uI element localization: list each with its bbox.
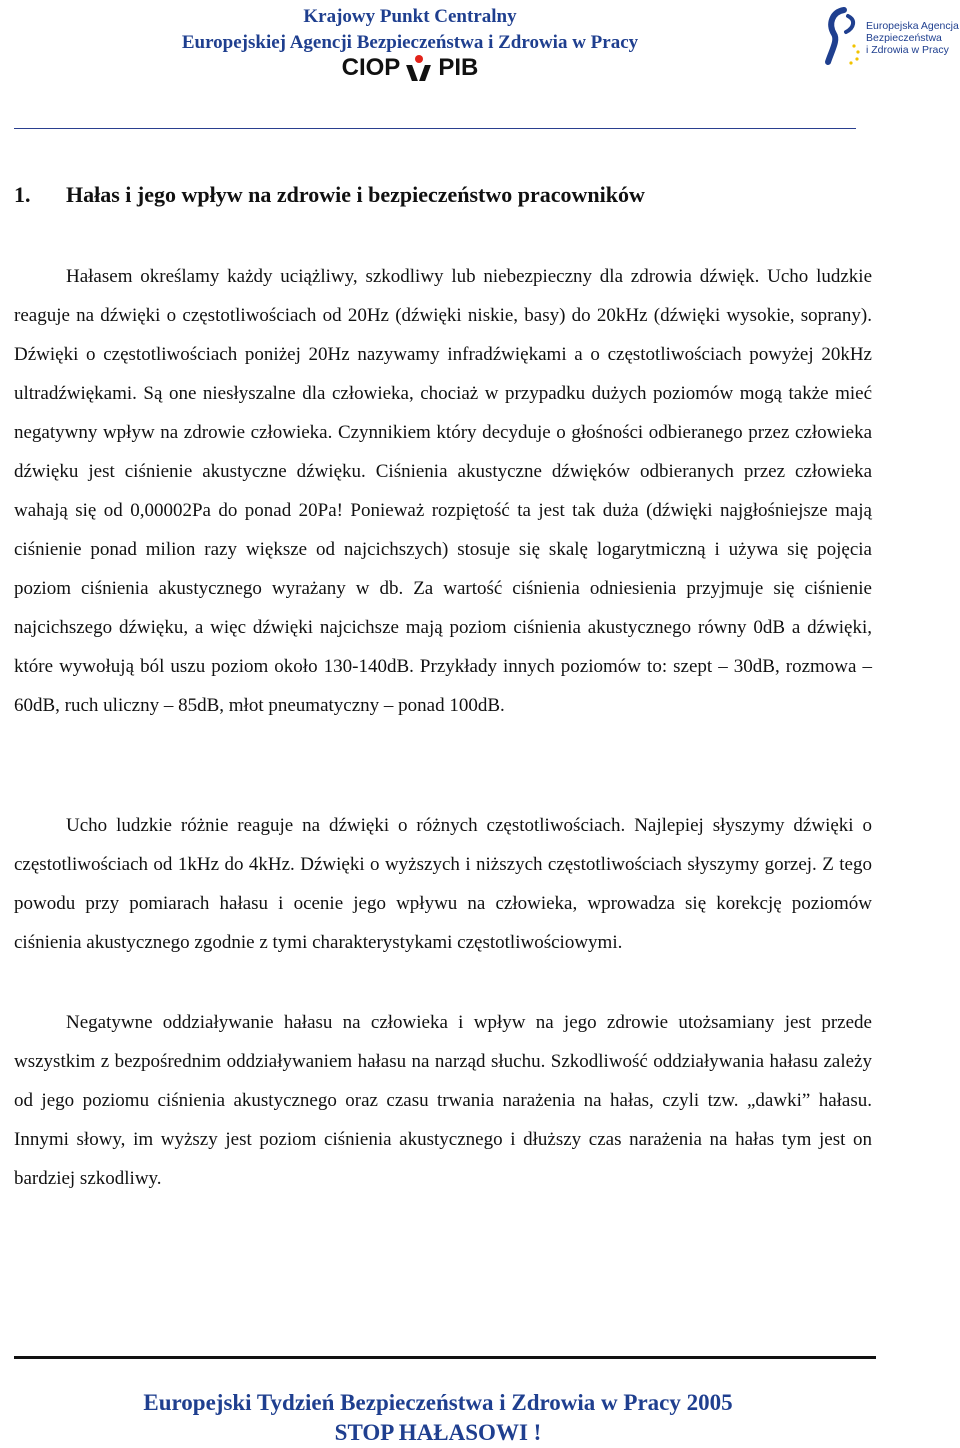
body-paragraph: Hałasem określamy każdy uciążliwy, szkodliwy lub niebezpieczny dla zdrowia dźwięk. Ucho ludzkie reaguje na dźwięki o częstotliwościach od 20Hz (dźwięki niskie, basy) do 20kHz (dźwięki wysokie, soprany). Dźwięki o częstotliwościach poniżej 20Hz nazywamy infradźwiękami a o częstotliwościach powyżej 20kHz ultradźwiękami. Są one niesłyszalne dla człowieka, chociaż w przypadku dużych poziomów mogą także mieć negatywny wpływ na zdrowie człowieka. Czynnikiem który decyduje o głośności odbieranego przez człowieka dźwięku jest ciśnienie akustyczne dźwięku. Ciśnienia akustyczne dźwięków odbieranych przez człowieka wahają się od 0,00002Pa do ponad 20Pa! Ponieważ rozpiętość ta jest tak duża (dźwięki najgłośniejsze mają ciśnienie ponad milion razy większe od najcichszych) stosuje się skalę logarytmiczną i używa się pojęcia poziom ciśnienia akustycznego wyrażany w db. Za wartość ciśnienia odniesienia przyjmuje się ciśnienie najcichszego dźwięku, a więc dźwięki najcichsze mają poziom ciśnienia akustycznego równy 0dB a dźwięki, które wywołują ból uszu poziom około 130-140dB. Przykłady innych poziomów to: szept – 30dB, rozmowa – 60dB, ruch uliczny – 85dB, młot pneumatyczny – ponad 100dB. xyxy=(14,266,872,716)
eu-osha-logo xyxy=(824,6,960,76)
ciop-pib-logo xyxy=(300,54,520,82)
header-divider xyxy=(14,128,856,129)
footer-divider xyxy=(14,1356,876,1359)
header-title-line1: Krajowy Punkt Centralny xyxy=(303,6,517,27)
body-paragraph: Negatywne oddziaływanie hałasu na człowieka i wpływ na jego zdrowie utożsamiany jest przede wszystkim z bezpośrednim oddziaływaniem hałasu na narząd słuchu. Szkodliwość oddziaływania hałasu zależy od jego poziomu ciśnienia akustycznego oraz czasu trwania narażenia na hałas, czyli tzw. „dawki” hałasu. Innymi słowy, im wyższy jest poziom ciśnienia akustycznego i dłuższy czas narażenia na hałas tym jest on bardziej szkodliwy. xyxy=(14,1012,872,1189)
ciop-figure-icon xyxy=(406,55,432,81)
eu-osha-logo-text xyxy=(866,20,959,56)
eu-logo-line: Bezpieczeństwa xyxy=(866,32,942,44)
eu-logo-line: Europejska Agencja xyxy=(866,20,959,32)
footer-campaign-title: Europejski Tydzień Bezpieczeństwa i Zdrowia w Pracy 2005 xyxy=(143,1390,733,1415)
eu-osha-emblem-icon xyxy=(824,6,864,68)
body-paragraph: Ucho ludzkie różnie reaguje na dźwięki o różnych częstotliwościach. Najlepiej słyszymy dźwięki o częstotliwościach od 1kHz do 4kHz. Dźwięki o wyższych i niższych częstotliwościach słyszymy gorzej. Z tego powodu przy pomiarach hałasu i ocenie jego wpływu na człowieka, wprowadza się korekcję poziomów ciśnienia akustycznego zgodnie z tymi charakterystykami częstotliwościowymi. xyxy=(14,815,872,953)
eu-logo-line: i Zdrowia w Pracy xyxy=(866,44,949,56)
section-title: Hałas i jego wpływ na zdrowie i bezpieczeństwo pracowników xyxy=(66,182,645,207)
section-number: 1. xyxy=(14,182,31,207)
header-title-line2: Europejskiej Agencji Bezpieczeństwa i Zdrowia w Pracy xyxy=(181,32,639,53)
section-heading xyxy=(14,180,645,210)
ciop-logo-text: CIOP xyxy=(341,54,401,81)
pib-logo-text: PIB xyxy=(438,54,479,81)
footer-slogan: STOP HAŁASOWI ! xyxy=(334,1420,542,1445)
